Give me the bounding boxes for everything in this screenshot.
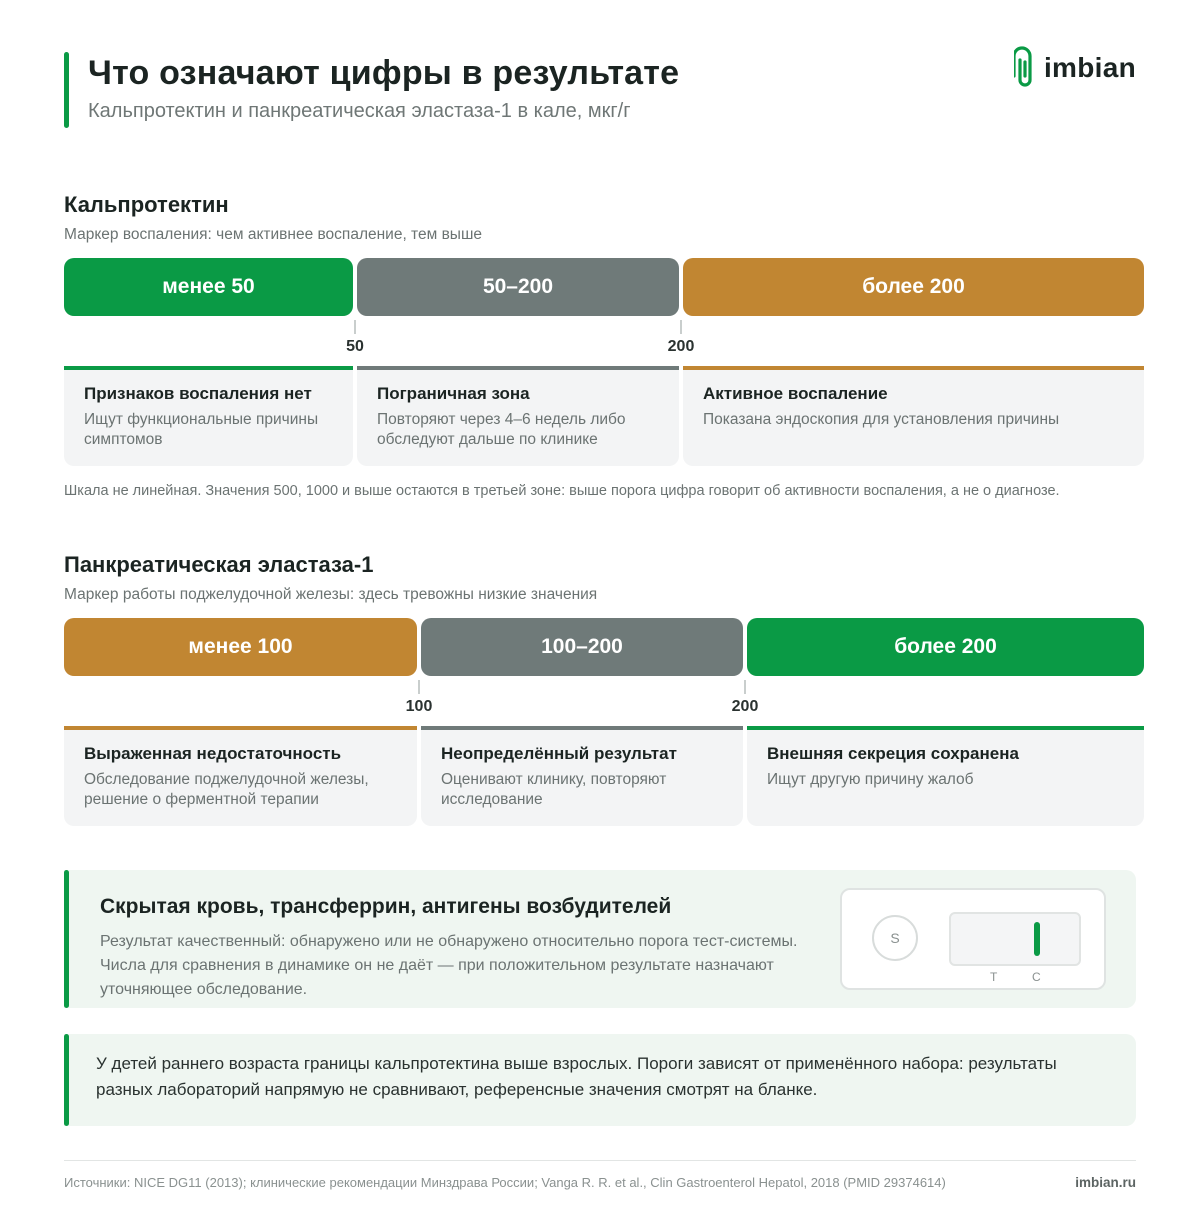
calprotectin-section (64, 192, 1144, 448)
tick-mark (354, 320, 356, 334)
card-title: Выраженная недостаточность (84, 744, 342, 763)
card-accent-line (747, 726, 1144, 730)
zone-scale (64, 618, 1144, 715)
zone-cards (64, 366, 1144, 466)
card-description: Показана эндоскопия для установления причины (703, 411, 1060, 428)
zone-card (64, 366, 353, 466)
tick-label: 200 (667, 338, 695, 355)
sources-text: Источники: NICE DG11 (2013); клинические рекомендации Минздрава России; Vanga R. R. et al., Clin Gastroenterol Hepatol, 2018 (PMID 29374614) (64, 1175, 946, 1190)
sample-well-label: S (890, 930, 900, 946)
zone-card (357, 366, 679, 466)
note-accent-bar (64, 1034, 69, 1126)
page-subtitle: Кальпротектин и панкреатическая эластаза-1 в кале, мкг/г (88, 100, 631, 122)
tick-mark (418, 680, 420, 694)
card-title: Активное воспаление (703, 384, 888, 403)
elastase-section (64, 552, 1144, 808)
card-title: Признаков воспаления нет (84, 384, 312, 403)
footer-divider (64, 1160, 1136, 1161)
tick-label: 50 (346, 338, 364, 355)
card-accent-line (421, 726, 743, 730)
zone-card (421, 726, 743, 826)
card-description: Повторяют через 4–6 недель либо обследуют дальше по клинике (377, 411, 626, 448)
tick-label: 200 (731, 698, 759, 715)
page-title: Что означают цифры в результате (88, 54, 680, 92)
control-line-icon (1034, 922, 1040, 956)
tick-label: 100 (405, 698, 433, 715)
section-subtitle: Маркер воспаления: чем активнее воспаление, тем выше (64, 226, 482, 243)
section-title: Панкреатическая эластаза-1 (64, 552, 374, 577)
site-link[interactable]: imbian.ru (1075, 1175, 1136, 1190)
card-title: Неопределённый результат (441, 744, 677, 763)
card-title: Внешняя секреция сохранена (767, 744, 1019, 763)
card-title: Пограничная зона (377, 384, 530, 403)
header-accent-bar (64, 52, 69, 128)
result-window (949, 912, 1081, 966)
tick-mark (744, 680, 746, 694)
info-text: Результат качественный: обнаружено или не обнаружено относительно порога тест-системы. Числа для сравнения в динамике он не даёт — при положительном результате назначают уточняющее обследование. (100, 933, 798, 998)
card-accent-line (64, 726, 417, 730)
section-subtitle: Маркер работы поджелудочной железы: здесь тревожны низкие значения (64, 586, 598, 603)
tick-mark (680, 320, 682, 334)
card-accent-line (64, 366, 353, 370)
info-title: Скрытая кровь, трансферрин, антигены возбудителей (100, 895, 672, 918)
info-accent-bar (64, 870, 69, 1008)
card-description: Ищут другую причину жалоб (767, 771, 974, 788)
children-note-box (64, 1034, 1136, 1126)
rapid-test-cassette-icon (840, 888, 1106, 990)
paperclip-logo-icon (1014, 46, 1036, 90)
card-accent-line (683, 366, 1144, 370)
scale-note: Шкала не линейная. Значения 500, 1000 и выше остаются в третьей зоне: выше порога цифра говорит об активности воспаления, а не о диагнозе. (64, 483, 1060, 499)
header (64, 52, 1144, 128)
children-note-text: У детей раннего возраста границы кальпротектина выше взрослых. Пороги зависят от применённого набора: результаты разных лабораторий напрямую не сравнивают, референсные значения смотрят на бланке. (96, 1054, 1057, 1099)
control-line-label: C (1032, 970, 1041, 984)
zone-bar-low: менее 50 (64, 258, 353, 316)
zone-bar-high: более 200 (747, 618, 1144, 676)
zone-bar-mid: 50–200 (357, 258, 679, 316)
zone-bar-mid: 100–200 (421, 618, 743, 676)
card-description: Оценивают клинику, повторяют исследование (441, 771, 667, 808)
zone-bar-high: более 200 (683, 258, 1144, 316)
card-description: Обследование поджелудочной железы, решение о ферментной терапии (84, 771, 369, 808)
card-accent-line (357, 366, 679, 370)
section-title: Кальпротектин (64, 192, 229, 217)
zone-cards (64, 726, 1144, 826)
zone-bar-low: менее 100 (64, 618, 417, 676)
logo[interactable] (1014, 46, 1136, 90)
test-line-label: T (990, 970, 998, 984)
logo-text: imbian (1043, 52, 1136, 83)
card-description: Ищут функциональные причины симптомов (84, 411, 319, 448)
zone-scale (64, 258, 1144, 355)
zone-card (64, 726, 417, 826)
qualitative-info-box (64, 870, 1136, 1008)
sample-well-icon (872, 915, 918, 961)
zone-card (747, 726, 1144, 826)
zone-card (683, 366, 1144, 466)
